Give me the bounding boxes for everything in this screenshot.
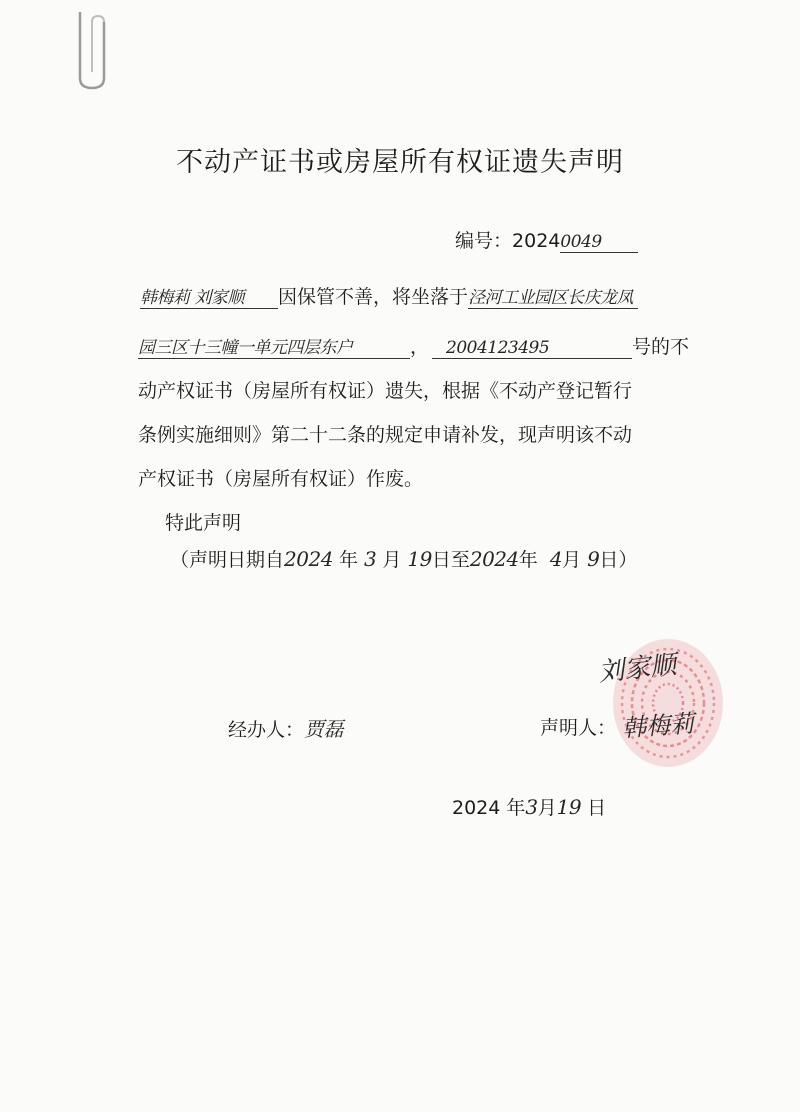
co-declarant-signature: 刘家顺 [596, 649, 678, 688]
body-line-3: 动产权证书（房屋所有权证）遗失，根据《不动产登记暂行 [138, 380, 633, 402]
document-title: 不动产证书或房屋所有权证遗失声明 [176, 147, 624, 178]
comma: ， [410, 336, 430, 358]
handler-signature: 贾磊 [304, 717, 344, 741]
body-text-2: 号的不 [632, 336, 690, 358]
body-text-1: 因保管不善，将坐落于 [278, 286, 469, 308]
declarant-signature: 韩梅莉 [621, 709, 696, 743]
serial-number [455, 226, 638, 253]
end-year: 2024 [469, 547, 519, 571]
address-handwritten-2: 园三区十三幢一单元四层东户 [138, 338, 410, 359]
start-year: 2024 [284, 547, 333, 571]
date-day: 19 [556, 795, 582, 819]
period-ri-zhi: 日至 [431, 549, 470, 571]
period-yue-1: 月 [382, 549, 402, 571]
serial-prefix: 2024 [512, 230, 561, 252]
date-nian: 年 [506, 797, 526, 819]
date-yue: 月 [537, 797, 557, 819]
paperclip-icon [70, 8, 122, 92]
date-month: 3 [525, 795, 538, 819]
body-line-5: 产权证书（房屋所有权证）作废。 [138, 468, 424, 490]
declarant [540, 713, 616, 740]
period-nian-2: 年 [518, 549, 538, 571]
date-year: 2024 [452, 797, 501, 819]
declarant-label: 声明人： [540, 717, 617, 739]
end-month: 4 [549, 547, 563, 571]
start-month: 3 [364, 547, 377, 571]
declaration-period [170, 545, 637, 572]
body-line-2 [138, 332, 689, 359]
owner-names-handwritten: 韩梅莉 刘家顺 [140, 288, 278, 309]
end-day: 9 [587, 547, 600, 571]
body-line-4: 条例实施细则》第二十二条的规定申请补发，现声明该不动 [138, 424, 633, 446]
period-yue-2: 月 [562, 549, 582, 571]
serial-handwritten: 0049 [560, 232, 638, 253]
declaration-closing: 特此声明 [165, 512, 242, 534]
period-close: 日） [599, 549, 638, 571]
address-handwritten-1: 泾河工业园区长庆龙凤 [468, 288, 638, 309]
start-day: 19 [407, 547, 432, 571]
body-line-1 [140, 282, 638, 309]
serial-label: 编号： [455, 230, 513, 252]
signing-date [452, 793, 606, 820]
date-ri: 日 [587, 797, 607, 819]
handler-label: 经办人： [228, 719, 305, 741]
period-open: （声明日期自 [170, 549, 285, 571]
handler [228, 713, 343, 742]
period-nian-1: 年 [338, 549, 358, 571]
certificate-number-handwritten: 2004123495 [432, 338, 632, 359]
